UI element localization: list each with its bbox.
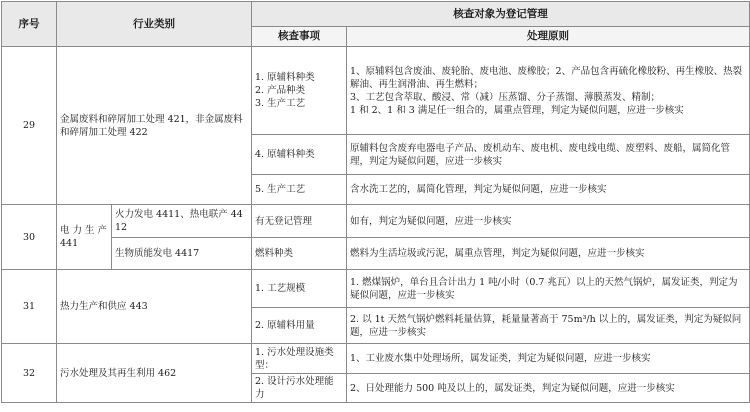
header-scope: 核查对象为登记管理 xyxy=(252,2,750,27)
row-industry: 金属废料和碎屑加工处理 421，非金属废料和碎屑加工处理 422 xyxy=(57,47,252,205)
row-seq: 29 xyxy=(2,47,57,205)
check-item: 1. 工艺规模 xyxy=(252,270,347,308)
check-item: 1. 污水处理设施类型： xyxy=(252,344,347,374)
row-seq: 32 xyxy=(2,344,57,403)
registration-management-table xyxy=(1,1,750,403)
header-item: 核查事项 xyxy=(252,27,347,47)
check-item: 5. 生产工艺 xyxy=(252,175,347,205)
check-item: 4. 原辅料种类 xyxy=(252,135,347,175)
header-seq: 序号 xyxy=(2,2,57,47)
row-seq: 30 xyxy=(2,205,57,270)
table-row xyxy=(2,238,750,270)
header-industry: 行业类别 xyxy=(57,2,252,47)
row-subcategory: 生物质能发电 4417 xyxy=(112,238,252,270)
row-subcategory: 火力发电 4411、热电联产 4412 xyxy=(112,205,252,238)
table-row xyxy=(2,270,750,308)
header-principle: 处理原则 xyxy=(347,27,750,47)
row-industry: 污水处理及其再生利用 462 xyxy=(57,344,252,403)
table-row xyxy=(2,344,750,374)
handling-principle: 1. 燃煤锅炉，单台且合计出力 1 吨/小时（0.7 兆瓦）以上的天然气锅炉，属发证类，判定为疑似问题，应进一步核实 xyxy=(347,270,750,308)
table-header-row xyxy=(2,2,750,27)
table-row xyxy=(2,47,750,135)
table-row xyxy=(2,205,750,238)
check-item: 1. 原辅料种类 2. 产品种类 3. 生产工艺 xyxy=(252,47,347,135)
row-seq: 31 xyxy=(2,270,57,344)
row-industry: 热力生产和供应 443 xyxy=(57,270,252,344)
check-item: 2. 设计污水处理能力 xyxy=(252,374,347,403)
handling-principle: 2、日处理能力 500 吨及以上的，属发证类，判定为疑似问题，应进一步核实 xyxy=(347,374,750,403)
handling-principle: 1、原辅料包含废油、废轮胎、废电池、废橡胶；2、产品包含再硫化橡胶粉、再生橡胶、热裂解油、再生润滑油、再生燃料； 3、工艺包含萃取、酸浸、常（减）压蒸馏、分子蒸馏、薄膜蒸发、精制； 1 和 2、1 和 3 满足任一组合的，属重点管理，判定为疑似问题，应进一步核实 xyxy=(347,47,750,135)
handling-principle: 含水洗工艺的，属简化管理，判定为疑似问题，应进一步核实 xyxy=(347,175,750,205)
row-industry: 电 力 生 产 441 xyxy=(57,205,112,270)
check-item: 有无登记管理 xyxy=(252,205,347,238)
handling-principle: 如有，判定为疑似问题，应进一步核实 xyxy=(347,205,750,238)
check-item: 2. 原辅料用量 xyxy=(252,308,347,344)
handling-principle: 1、工业废水集中处理场所，属发证类，判定为疑似问题，应进一步核实 xyxy=(347,344,750,374)
check-item: 燃料种类 xyxy=(252,238,347,270)
handling-principle: 燃料为生活垃圾或污泥，属重点管理，判定为疑似问题，应进一步核实 xyxy=(347,238,750,270)
handling-principle: 2. 以 1t 天然气锅炉燃料耗量估算，耗量量著高于 75m³/h 以上的，属发证类，判定为疑似问题，应进一步核实 xyxy=(347,308,750,344)
handling-principle: 原辅料包含废弃电器电子产品、废机动车、废电机、废电线电缆、废塑料、废船，属简化管理，判定为疑似问题，应进一步核实 xyxy=(347,135,750,175)
